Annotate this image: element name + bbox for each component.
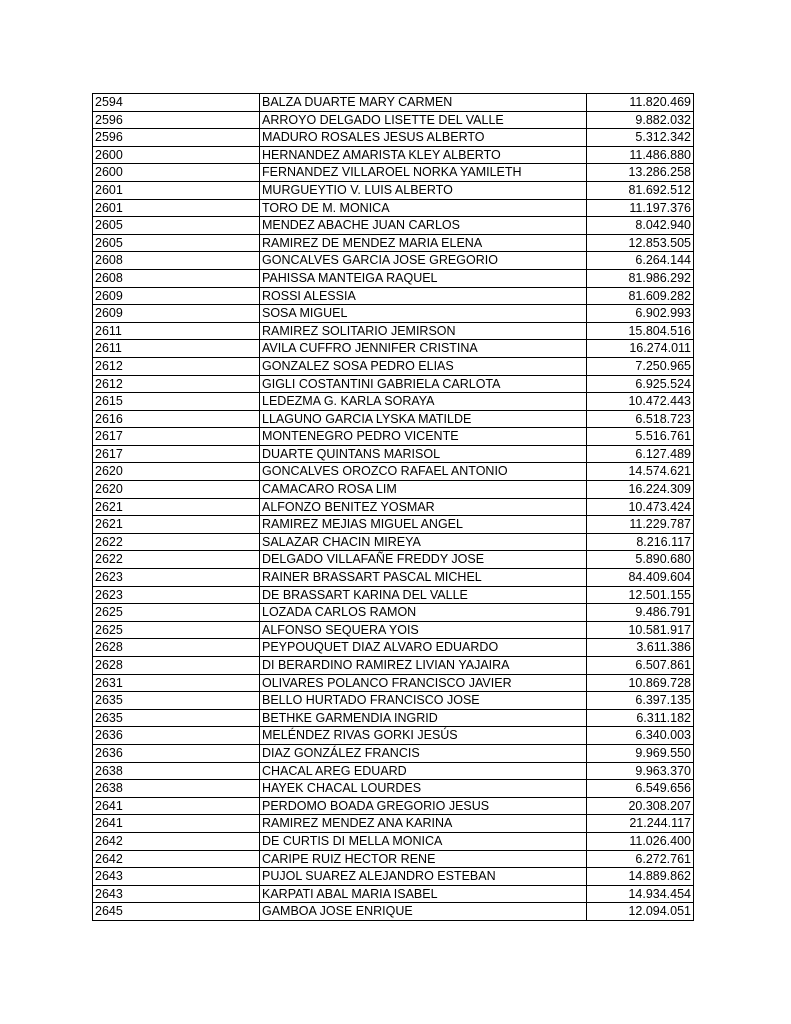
row-code-cell: 2605 bbox=[93, 234, 260, 252]
row-name-cell: SOSA MIGUEL bbox=[260, 305, 587, 323]
row-name-cell: BALZA DUARTE MARY CARMEN bbox=[260, 94, 587, 112]
table-row bbox=[93, 762, 694, 780]
row-amount-cell: 81.609.282 bbox=[587, 287, 694, 305]
table-row bbox=[93, 569, 694, 587]
table-row bbox=[93, 551, 694, 569]
row-name-cell: GONZALEZ SOSA PEDRO ELIAS bbox=[260, 357, 587, 375]
row-name-cell: RAMIREZ DE MENDEZ MARIA ELENA bbox=[260, 234, 587, 252]
row-name-cell: GONCALVES GARCIA JOSE GREGORIO bbox=[260, 252, 587, 270]
row-code-cell: 2611 bbox=[93, 322, 260, 340]
row-code-cell: 2621 bbox=[93, 498, 260, 516]
table-row bbox=[93, 885, 694, 903]
table-row bbox=[93, 727, 694, 745]
row-amount-cell: 6.264.144 bbox=[587, 252, 694, 270]
row-amount-cell: 9.969.550 bbox=[587, 744, 694, 762]
row-amount-cell: 20.308.207 bbox=[587, 797, 694, 815]
row-name-cell: GIGLI COSTANTINI GABRIELA CARLOTA bbox=[260, 375, 587, 393]
row-amount-cell: 6.340.003 bbox=[587, 727, 694, 745]
row-name-cell: CAMACARO ROSA LIM bbox=[260, 481, 587, 499]
row-name-cell: MADURO ROSALES JESUS ALBERTO bbox=[260, 129, 587, 147]
row-amount-cell: 12.501.155 bbox=[587, 586, 694, 604]
row-amount-cell: 15.804.516 bbox=[587, 322, 694, 340]
row-name-cell: SALAZAR CHACIN MIREYA bbox=[260, 533, 587, 551]
table-row bbox=[93, 199, 694, 217]
row-amount-cell: 14.574.621 bbox=[587, 463, 694, 481]
table-row bbox=[93, 410, 694, 428]
row-name-cell: MURGUEYTIO V. LUIS ALBERTO bbox=[260, 181, 587, 199]
row-code-cell: 2620 bbox=[93, 481, 260, 499]
table-row bbox=[93, 217, 694, 235]
records-table-body bbox=[93, 94, 694, 921]
row-amount-cell: 10.472.443 bbox=[587, 393, 694, 411]
table-row bbox=[93, 832, 694, 850]
row-name-cell: RAMIREZ SOLITARIO JEMIRSON bbox=[260, 322, 587, 340]
row-amount-cell: 5.516.761 bbox=[587, 428, 694, 446]
row-name-cell: GONCALVES OROZCO RAFAEL ANTONIO bbox=[260, 463, 587, 481]
row-code-cell: 2612 bbox=[93, 357, 260, 375]
row-code-cell: 2645 bbox=[93, 903, 260, 921]
row-code-cell: 2636 bbox=[93, 727, 260, 745]
row-code-cell: 2628 bbox=[93, 639, 260, 657]
row-amount-cell: 11.197.376 bbox=[587, 199, 694, 217]
row-amount-cell: 6.902.993 bbox=[587, 305, 694, 323]
row-code-cell: 2641 bbox=[93, 815, 260, 833]
row-name-cell: CHACAL AREG EDUARD bbox=[260, 762, 587, 780]
row-code-cell: 2623 bbox=[93, 586, 260, 604]
row-amount-cell: 6.549.656 bbox=[587, 780, 694, 798]
table-row bbox=[93, 305, 694, 323]
table-row bbox=[93, 621, 694, 639]
row-code-cell: 2635 bbox=[93, 709, 260, 727]
row-code-cell: 2615 bbox=[93, 393, 260, 411]
row-name-cell: DUARTE QUINTANS MARISOL bbox=[260, 445, 587, 463]
row-code-cell: 2605 bbox=[93, 217, 260, 235]
row-code-cell: 2617 bbox=[93, 428, 260, 446]
table-row bbox=[93, 181, 694, 199]
row-name-cell: KARPATI ABAL MARIA ISABEL bbox=[260, 885, 587, 903]
row-amount-cell: 81.986.292 bbox=[587, 269, 694, 287]
records-table bbox=[92, 93, 694, 921]
table-row bbox=[93, 129, 694, 147]
table-row bbox=[93, 639, 694, 657]
row-code-cell: 2622 bbox=[93, 551, 260, 569]
table-row bbox=[93, 903, 694, 921]
row-amount-cell: 6.311.182 bbox=[587, 709, 694, 727]
row-name-cell: ALFONSO SEQUERA YOIS bbox=[260, 621, 587, 639]
table-row bbox=[93, 586, 694, 604]
row-name-cell: CARIPE RUIZ HECTOR RENE bbox=[260, 850, 587, 868]
table-row bbox=[93, 340, 694, 358]
table-row bbox=[93, 164, 694, 182]
row-code-cell: 2596 bbox=[93, 111, 260, 129]
row-code-cell: 2642 bbox=[93, 850, 260, 868]
row-code-cell: 2625 bbox=[93, 604, 260, 622]
table-row bbox=[93, 815, 694, 833]
row-name-cell: DI BERARDINO RAMIREZ LIVIAN YAJAIRA bbox=[260, 657, 587, 675]
row-amount-cell: 11.026.400 bbox=[587, 832, 694, 850]
table-row bbox=[93, 269, 694, 287]
table-row bbox=[93, 393, 694, 411]
row-amount-cell: 9.963.370 bbox=[587, 762, 694, 780]
row-amount-cell: 16.274.011 bbox=[587, 340, 694, 358]
row-code-cell: 2643 bbox=[93, 885, 260, 903]
row-code-cell: 2600 bbox=[93, 146, 260, 164]
row-amount-cell: 8.042.940 bbox=[587, 217, 694, 235]
row-code-cell: 2643 bbox=[93, 868, 260, 886]
row-name-cell: HERNANDEZ AMARISTA KLEY ALBERTO bbox=[260, 146, 587, 164]
row-name-cell: OLIVARES POLANCO FRANCISCO JAVIER bbox=[260, 674, 587, 692]
row-code-cell: 2635 bbox=[93, 692, 260, 710]
row-code-cell: 2601 bbox=[93, 199, 260, 217]
row-name-cell: PAHISSA MANTEIGA RAQUEL bbox=[260, 269, 587, 287]
row-name-cell: RAMIREZ MENDEZ ANA KARINA bbox=[260, 815, 587, 833]
row-amount-cell: 5.890.680 bbox=[587, 551, 694, 569]
table-row bbox=[93, 498, 694, 516]
row-name-cell: GAMBOA JOSE ENRIQUE bbox=[260, 903, 587, 921]
row-amount-cell: 81.692.512 bbox=[587, 181, 694, 199]
row-amount-cell: 7.250.965 bbox=[587, 357, 694, 375]
row-amount-cell: 9.486.791 bbox=[587, 604, 694, 622]
table-row bbox=[93, 533, 694, 551]
table-row bbox=[93, 111, 694, 129]
row-name-cell: TORO DE M. MONICA bbox=[260, 199, 587, 217]
row-name-cell: PERDOMO BOADA GREGORIO JESUS bbox=[260, 797, 587, 815]
row-name-cell: FERNANDEZ VILLAROEL NORKA YAMILETH bbox=[260, 164, 587, 182]
row-amount-cell: 21.244.117 bbox=[587, 815, 694, 833]
row-name-cell: PUJOL SUAREZ ALEJANDRO ESTEBAN bbox=[260, 868, 587, 886]
row-code-cell: 2608 bbox=[93, 252, 260, 270]
table-row bbox=[93, 322, 694, 340]
row-name-cell: RAMIREZ MEJIAS MIGUEL ANGEL bbox=[260, 516, 587, 534]
row-code-cell: 2631 bbox=[93, 674, 260, 692]
row-code-cell: 2594 bbox=[93, 94, 260, 112]
row-name-cell: BETHKE GARMENDIA INGRID bbox=[260, 709, 587, 727]
row-name-cell: LLAGUNO GARCIA LYSKA MATILDE bbox=[260, 410, 587, 428]
row-code-cell: 2620 bbox=[93, 463, 260, 481]
row-amount-cell: 9.882.032 bbox=[587, 111, 694, 129]
table-row bbox=[93, 146, 694, 164]
row-code-cell: 2608 bbox=[93, 269, 260, 287]
row-amount-cell: 11.229.787 bbox=[587, 516, 694, 534]
row-amount-cell: 6.518.723 bbox=[587, 410, 694, 428]
row-amount-cell: 11.486.880 bbox=[587, 146, 694, 164]
row-name-cell: BELLO HURTADO FRANCISCO JOSE bbox=[260, 692, 587, 710]
row-name-cell: PEYPOUQUET DIAZ ALVARO EDUARDO bbox=[260, 639, 587, 657]
row-amount-cell: 12.853.505 bbox=[587, 234, 694, 252]
row-name-cell: MELÉNDEZ RIVAS GORKI JESÚS bbox=[260, 727, 587, 745]
row-code-cell: 2628 bbox=[93, 657, 260, 675]
table-row bbox=[93, 744, 694, 762]
row-amount-cell: 6.272.761 bbox=[587, 850, 694, 868]
table-row bbox=[93, 797, 694, 815]
row-code-cell: 2617 bbox=[93, 445, 260, 463]
table-row bbox=[93, 850, 694, 868]
row-code-cell: 2642 bbox=[93, 832, 260, 850]
row-name-cell: MONTENEGRO PEDRO VICENTE bbox=[260, 428, 587, 446]
row-amount-cell: 8.216.117 bbox=[587, 533, 694, 551]
row-amount-cell: 3.611.386 bbox=[587, 639, 694, 657]
row-name-cell: ALFONZO BENITEZ YOSMAR bbox=[260, 498, 587, 516]
row-name-cell: DE CURTIS DI MELLA MONICA bbox=[260, 832, 587, 850]
table-row bbox=[93, 375, 694, 393]
row-name-cell: DIAZ GONZÁLEZ FRANCIS bbox=[260, 744, 587, 762]
row-amount-cell: 5.312.342 bbox=[587, 129, 694, 147]
row-code-cell: 2600 bbox=[93, 164, 260, 182]
row-amount-cell: 16.224.309 bbox=[587, 481, 694, 499]
table-row bbox=[93, 357, 694, 375]
table-row bbox=[93, 445, 694, 463]
table-row bbox=[93, 657, 694, 675]
row-code-cell: 2638 bbox=[93, 762, 260, 780]
row-amount-cell: 10.581.917 bbox=[587, 621, 694, 639]
table-row bbox=[93, 674, 694, 692]
row-amount-cell: 6.397.135 bbox=[587, 692, 694, 710]
row-code-cell: 2625 bbox=[93, 621, 260, 639]
row-code-cell: 2609 bbox=[93, 305, 260, 323]
row-name-cell: AVILA CUFFRO JENNIFER CRISTINA bbox=[260, 340, 587, 358]
row-code-cell: 2623 bbox=[93, 569, 260, 587]
table-row bbox=[93, 463, 694, 481]
row-amount-cell: 6.925.524 bbox=[587, 375, 694, 393]
table-row bbox=[93, 780, 694, 798]
row-code-cell: 2609 bbox=[93, 287, 260, 305]
row-amount-cell: 14.889.862 bbox=[587, 868, 694, 886]
row-name-cell: DE BRASSART KARINA DEL VALLE bbox=[260, 586, 587, 604]
row-code-cell: 2638 bbox=[93, 780, 260, 798]
row-name-cell: ARROYO DELGADO LISETTE DEL VALLE bbox=[260, 111, 587, 129]
row-code-cell: 2641 bbox=[93, 797, 260, 815]
row-code-cell: 2636 bbox=[93, 744, 260, 762]
row-name-cell: RAINER BRASSART PASCAL MICHEL bbox=[260, 569, 587, 587]
row-name-cell: HAYEK CHACAL LOURDES bbox=[260, 780, 587, 798]
row-name-cell: MENDEZ ABACHE JUAN CARLOS bbox=[260, 217, 587, 235]
row-code-cell: 2616 bbox=[93, 410, 260, 428]
table-row bbox=[93, 692, 694, 710]
table-row bbox=[93, 709, 694, 727]
row-code-cell: 2601 bbox=[93, 181, 260, 199]
row-amount-cell: 14.934.454 bbox=[587, 885, 694, 903]
row-code-cell: 2612 bbox=[93, 375, 260, 393]
row-code-cell: 2611 bbox=[93, 340, 260, 358]
row-amount-cell: 6.507.861 bbox=[587, 657, 694, 675]
table-row bbox=[93, 428, 694, 446]
table-row bbox=[93, 868, 694, 886]
row-code-cell: 2621 bbox=[93, 516, 260, 534]
table-row bbox=[93, 94, 694, 112]
table-row bbox=[93, 252, 694, 270]
row-code-cell: 2596 bbox=[93, 129, 260, 147]
row-amount-cell: 12.094.051 bbox=[587, 903, 694, 921]
row-amount-cell: 11.820.469 bbox=[587, 94, 694, 112]
table-row bbox=[93, 516, 694, 534]
table-row bbox=[93, 287, 694, 305]
table-row bbox=[93, 481, 694, 499]
row-code-cell: 2622 bbox=[93, 533, 260, 551]
row-amount-cell: 6.127.489 bbox=[587, 445, 694, 463]
row-name-cell: DELGADO VILLAFAÑE FREDDY JOSE bbox=[260, 551, 587, 569]
row-amount-cell: 10.869.728 bbox=[587, 674, 694, 692]
row-name-cell: LEDEZMA G. KARLA SORAYA bbox=[260, 393, 587, 411]
table-row bbox=[93, 234, 694, 252]
row-amount-cell: 84.409.604 bbox=[587, 569, 694, 587]
row-name-cell: LOZADA CARLOS RAMON bbox=[260, 604, 587, 622]
row-amount-cell: 13.286.258 bbox=[587, 164, 694, 182]
row-name-cell: ROSSI ALESSIA bbox=[260, 287, 587, 305]
table-row bbox=[93, 604, 694, 622]
row-amount-cell: 10.473.424 bbox=[587, 498, 694, 516]
